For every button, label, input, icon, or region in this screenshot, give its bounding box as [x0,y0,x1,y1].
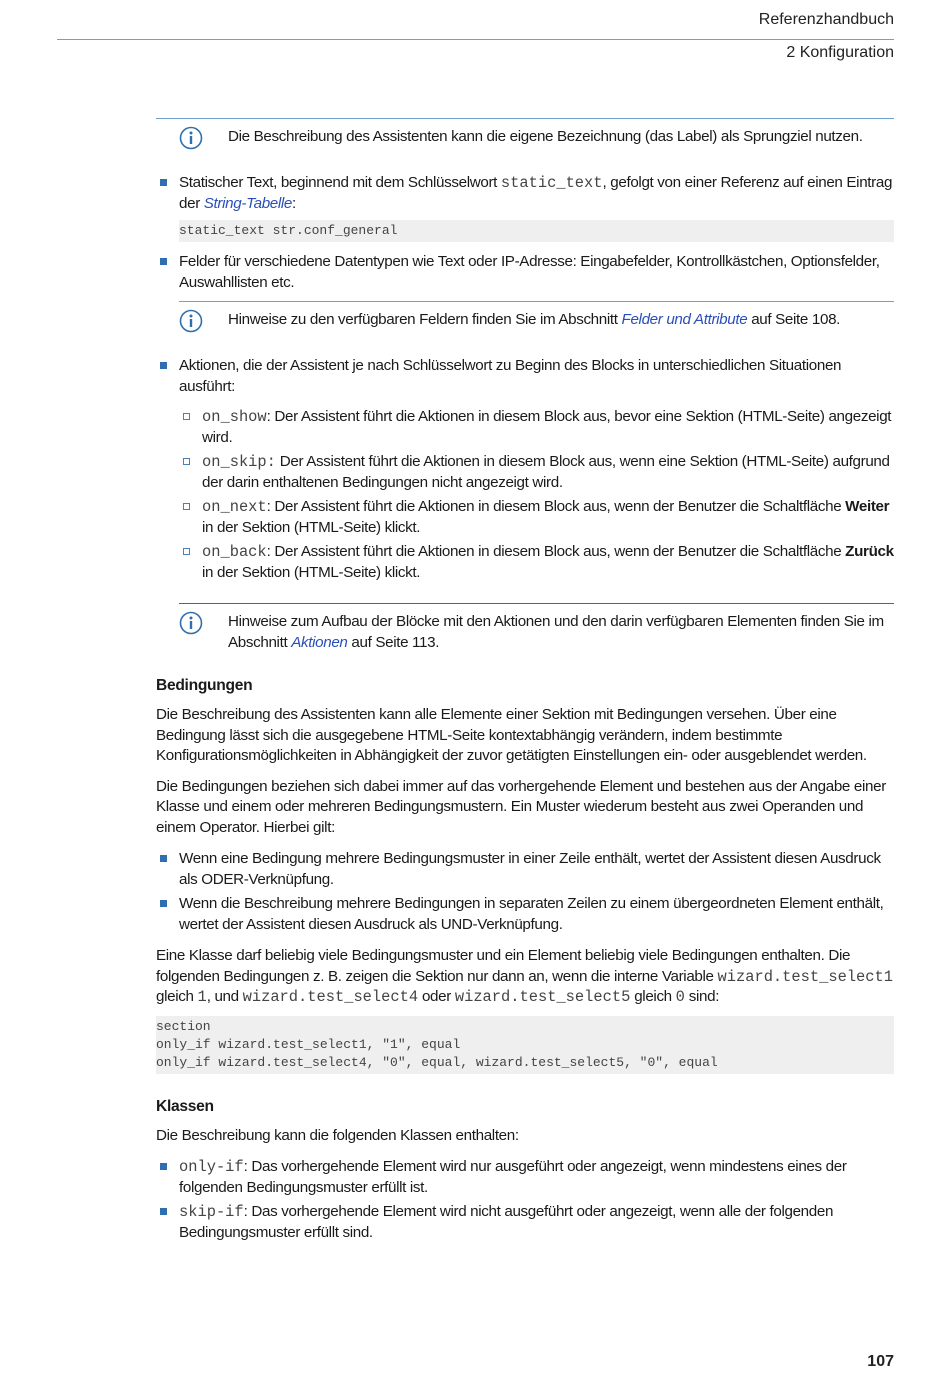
bullet-text: Aktionen, die der Assistent je nach Schlüsselwort zu Beginn des Blocks in unterschiedlichen Situationen ausführt: [179,357,842,395]
info-note-label [156,118,894,157]
code-block-conditions: section only_if wizard.test_select1, "1", equal only_if wizard.test_select4, "0", equal, wizard.test_select5, "0", equal [156,1016,894,1074]
bullet-marker [160,362,167,369]
bullet-marker [160,855,167,862]
inline-code: on_skip: [202,453,276,471]
bullet-text [179,173,894,214]
text-span: : [292,194,296,212]
inline-code: skip-if [179,1203,244,1221]
inline-code: on_show [202,408,267,426]
sub-bullet-text [202,452,894,493]
sub-bullet-marker [183,548,190,555]
bullet-text: Felder für verschiedene Datentypen wie Text oder IP-Adresse: Eingabefelder, Kontrollkästchen, Optionsfelder, Auswahllisten etc. [179,253,880,291]
text-span: Hinweise zu den verfügbaren Feldern finden Sie im Abschnitt [228,311,622,328]
paragraph: Die Beschreibung kann die folgenden Klassen enthalten: [156,1126,519,1144]
paragraph-example [156,946,894,1008]
text-span: : Das vorhergehende Element wird nur ausgeführt oder angezeigt, wenn mindestens eines der folgenden Bedingungsmuster erfüllt ist. [179,1158,847,1196]
bullet-oder [156,849,894,890]
bullet-static-text [156,173,894,214]
bullet-marker [160,900,167,907]
text-span: sind: [684,988,720,1005]
text-span: : Der Assistent führt die Aktionen in diesem Block aus, wenn der Benutzer die Schaltfläche [266,498,846,515]
text-span: in der Sektion (HTML-Seite) klickt. [202,518,421,536]
bullet-actions [156,356,894,397]
header-chapter: 2 Konfiguration [786,44,894,61]
bullet-text [179,1202,894,1243]
text-span: Hinweise zum Aufbau der Blöcke mit den Aktionen und den darin verfügbaren Elementen finden Sie im Abschnitt [228,613,884,651]
bullet-marker [160,179,167,186]
text-span: gleich [630,988,676,1005]
text-span: Eine Klasse darf beliebig viele Bedingungsmuster und ein Element beliebig viele Bedingungen enthalten. Die folgenden Bedingungen z. B. zeigen die Sektion nur dann an, wenn die interne Variable [156,947,851,985]
bullet-und [156,894,894,935]
paragraph: Die Beschreibung des Assistenten kann alle Elemente einer Sektion mit Bedingungen versehen. Über eine Bedingung lässt sich die ausgegebene HTML-Seite kontextabhängig verändern, indem bestimmte Konfigurationsmöglichkeiten in Abhängigkeit der zuvor getätigten Einstellungen ein- oder ausgeblendet werden. [156,706,867,764]
text-span: in der Sektion (HTML-Seite) klickt. [202,563,421,581]
info-circle-icon [179,611,203,635]
link-aktionen[interactable]: Aktionen [291,633,348,651]
inline-code: wizard.test_select5 [454,988,631,1006]
bullet-skip-if [156,1202,894,1243]
sub-bullet-on-back [156,542,894,583]
text-span: , und [206,988,243,1005]
heading-klassen: Klassen [156,1097,214,1115]
inline-code: static_text [500,174,603,192]
text-span: oder [418,988,455,1005]
bold-text: Weiter [845,498,890,515]
link-string-tabelle[interactable]: String-Tabelle [203,194,293,212]
sub-bullet-on-show [156,407,894,448]
sub-bullet-text [202,497,894,538]
bullet-marker [160,1163,167,1170]
text-span: , gefolgt von einer Referenz auf einen Eintrag der [179,174,893,212]
text-span: : Der Assistent führt die Aktionen in diesem Block aus, bevor eine Sektion (HTML-Seite) angezeigt wird. [202,408,892,446]
bullet-text: Wenn die Beschreibung mehrere Bedingungen in separaten Zeilen zu einem übergeordneten Element enthält, wertet der Assistent diesen Ausdruck als UND-Verknüpfung. [179,895,884,933]
text-span: auf Seite 108. [747,311,841,328]
inline-code: only-if [179,1158,244,1176]
sub-bullet-marker [183,503,190,510]
text-span: : Das vorhergehende Element wird nicht ausgeführt oder angezeigt, wenn alle der folgenden Bedingungsmuster erfüllt sind. [179,1203,834,1241]
bullet-text: Wenn eine Bedingung mehrere Bedingungsmuster in einer Zeile enthält, wertet der Assistent diesen Ausdruck als ODER-Verknüpfung. [179,850,881,888]
inline-code: on_back [202,543,267,561]
note-text [228,310,894,331]
link-felder-und-attribute[interactable]: Felder und Attribute [621,311,748,328]
text-span: gleich [156,988,198,1005]
note-text: Die Beschreibung des Assistenten kann die eigene Bezeichnung (das Label) als Sprungziel nutzen. [228,128,863,145]
bullet-marker [160,1208,167,1215]
paragraph: Die Bedingungen beziehen sich dabei immer auf das vorhergehende Element und bestehen aus der Angabe einer Klasse und einem oder mehreren Bedingungsmustern. Ein Muster wiederum besteht aus zwei Operanden und einem Operator. Hierbei gilt: [156,777,886,836]
page-number: 107 [867,1353,894,1370]
sub-bullet-marker [183,458,190,465]
sub-bullet-on-next [156,497,894,538]
text-span: : Der Assistent führt die Aktionen in diesem Block aus, wenn der Benutzer die Schaltfläche [266,543,846,560]
bullet-only-if [156,1157,894,1198]
text-span: auf Seite 113. [347,633,440,651]
inline-code: 0 [675,988,685,1006]
inline-code: on_next [202,498,267,516]
page-content [156,118,894,1243]
text-span: Der Assistent führt die Aktionen in diesem Block aus, wenn eine Sektion (HTML-Seite) aufgrund der darin enthaltenen Bedingungen nicht angezeigt wird. [202,453,890,491]
text-span: Statischer Text, beginnend mit dem Schlüsselwort [179,174,501,191]
inline-code: 1 [197,988,207,1006]
bullet-fields [156,252,894,293]
header-rule [57,39,894,40]
sub-bullet-text [202,407,894,448]
sub-bullet-marker [183,413,190,420]
sub-bullet-on-skip [156,452,894,493]
heading-bedingungen: Bedingungen [156,677,253,694]
inline-code: wizard.test_select4 [242,988,419,1006]
info-note-actions [179,603,894,653]
info-circle-icon [179,309,203,333]
info-circle-icon [179,126,203,150]
bullet-text [179,1157,894,1198]
sub-bullet-text [202,542,894,583]
header-title: Referenzhandbuch [758,11,894,28]
note-text [228,612,894,653]
bold-text: Zurück [845,543,894,560]
bullet-marker [160,258,167,265]
inline-code: wizard.test_select1 [717,967,893,986]
code-block-static-text: static_text str.conf_general [179,220,894,242]
info-note-fields [179,301,894,340]
